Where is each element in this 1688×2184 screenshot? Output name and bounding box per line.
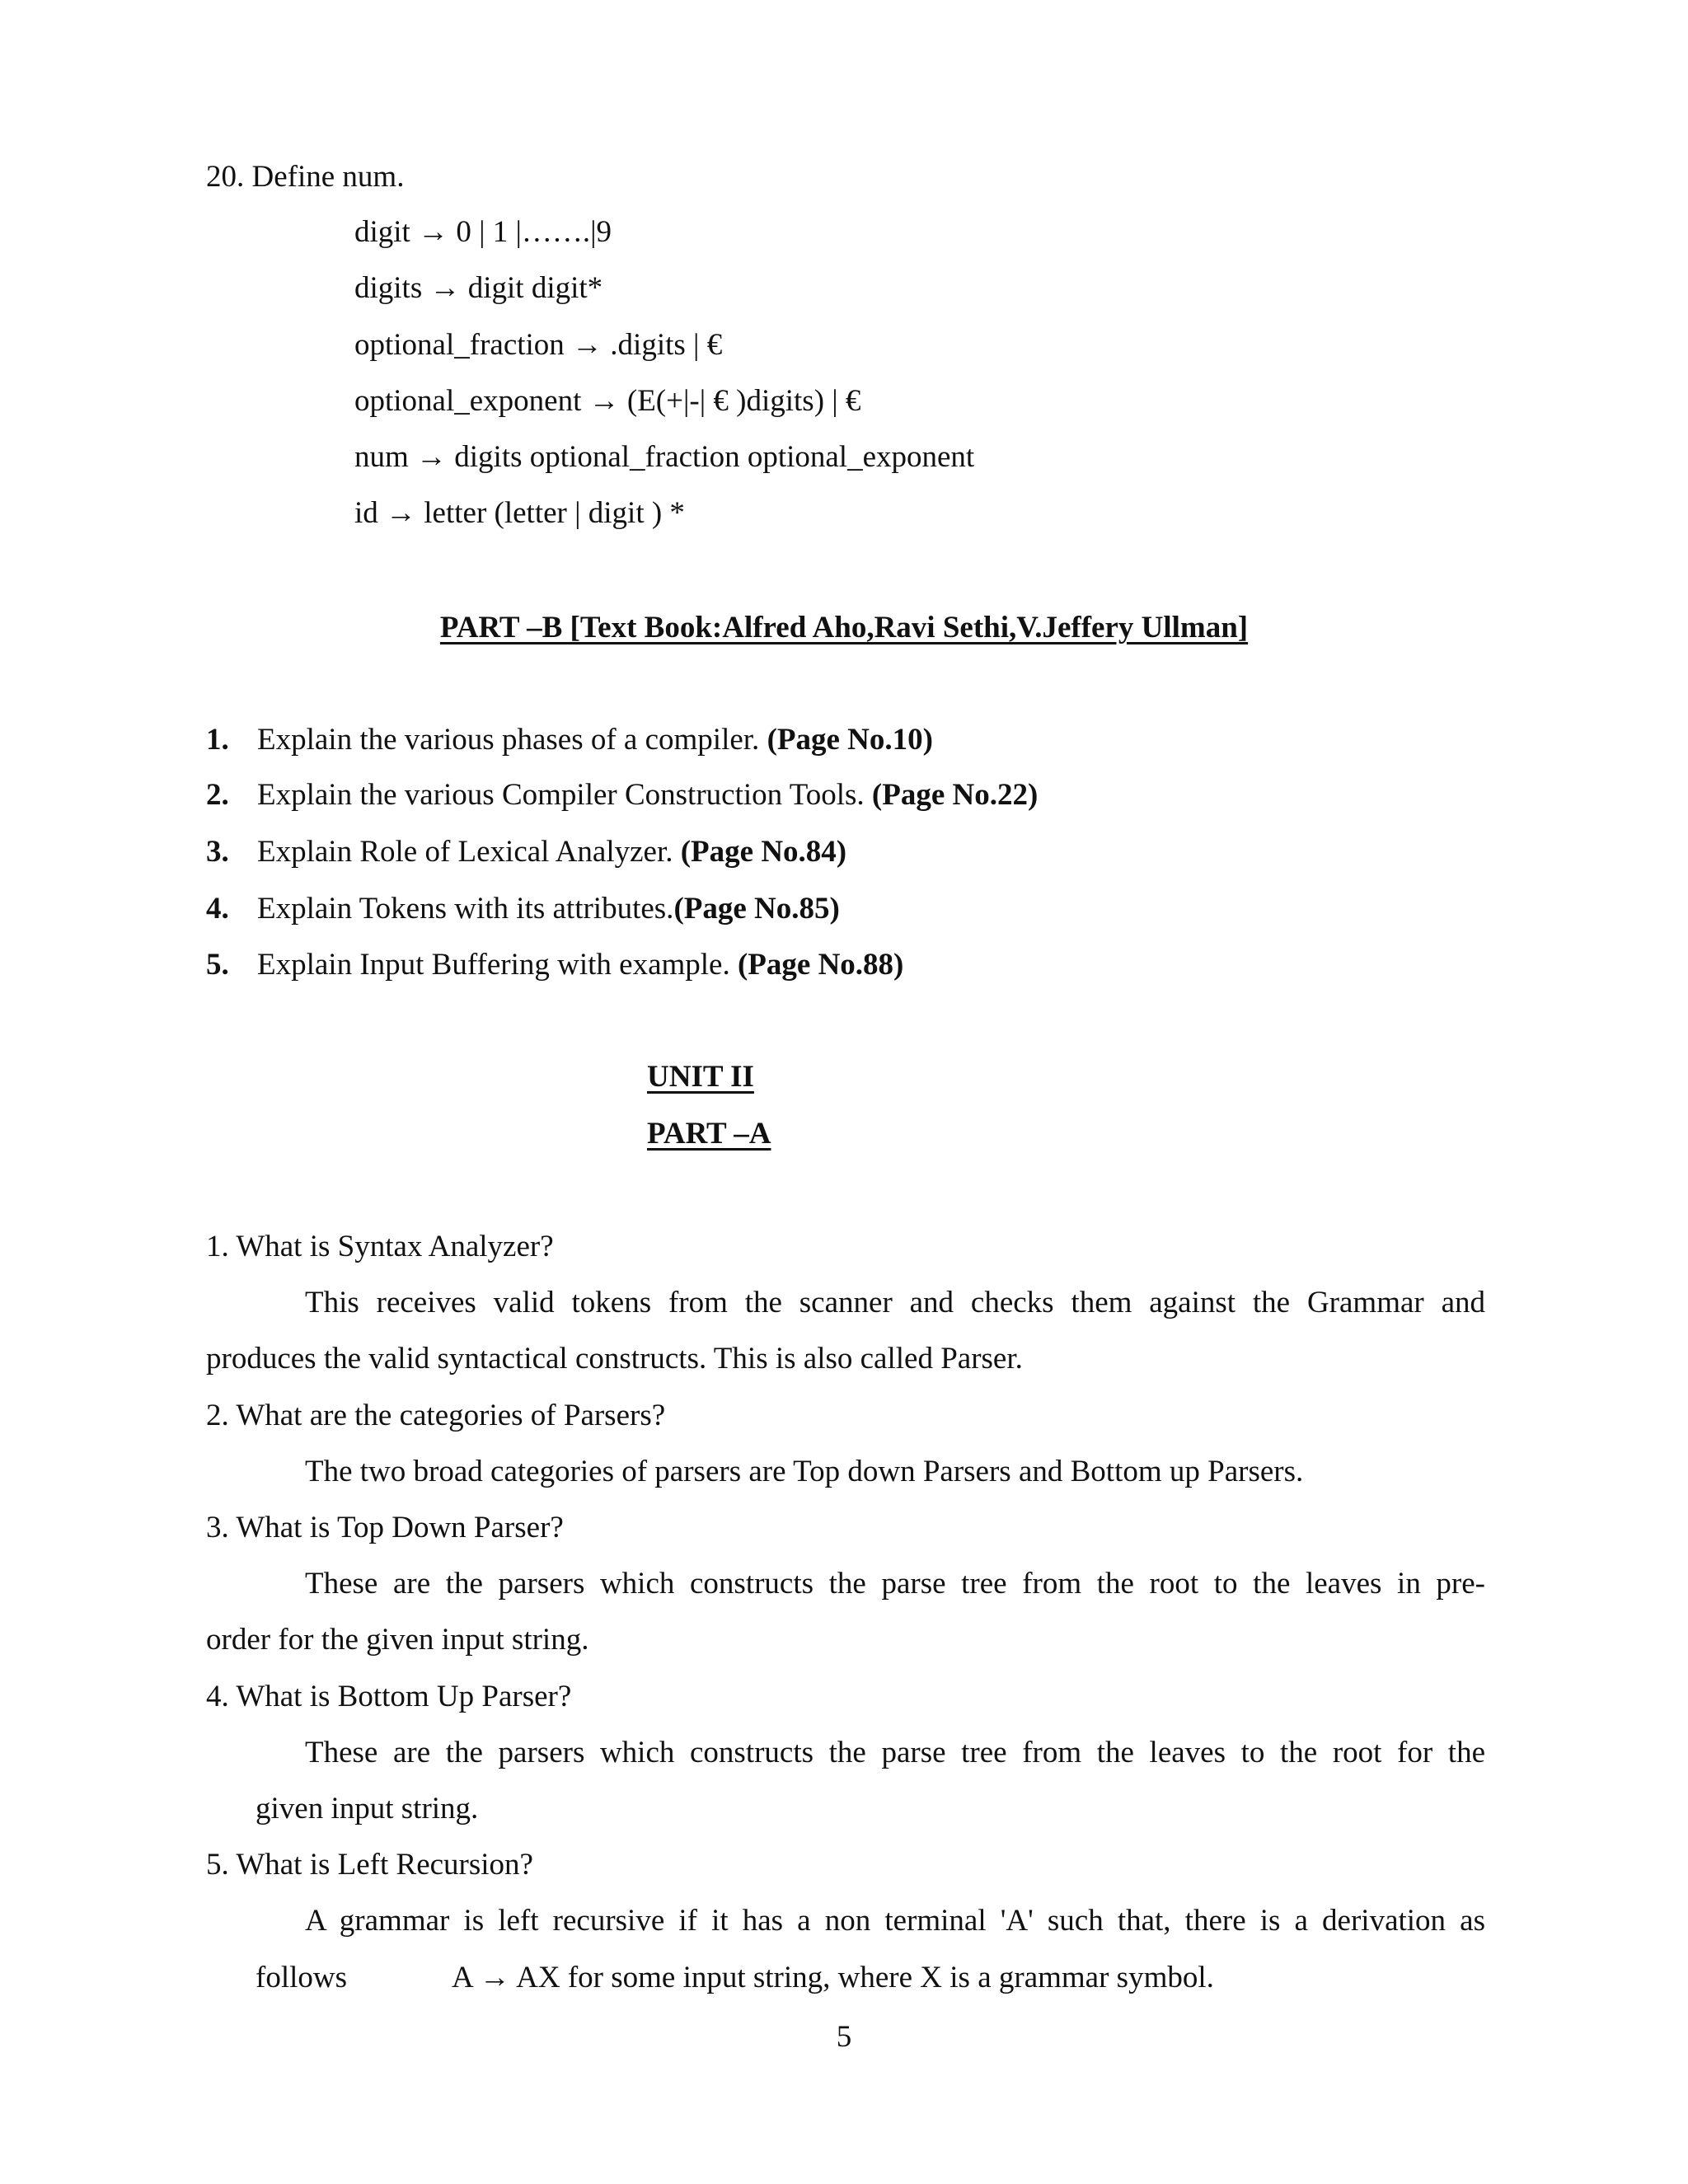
part-b-item-text: Explain Input Buffering with example. — [257, 948, 738, 982]
question-4: 4. What is Bottom Up Parser? — [206, 1680, 572, 1713]
part-b-item-page-ref: (Page No.85) — [673, 892, 840, 926]
answer-5-line-2-lead: follows — [256, 1961, 347, 1994]
grammar-line-optional-exponent: optional_exponent → (E(+|-| € )digits) | € — [354, 384, 861, 418]
grammar-line-optional-fraction: optional_fraction → .digits | € — [354, 328, 723, 362]
q20-title: 20. Define num. — [206, 160, 405, 194]
grammar-line-digits: digits → digit digit* — [354, 271, 603, 305]
part-a-heading: PART –A — [647, 1117, 771, 1151]
part-b-item-text: Explain Role of Lexical Analyzer. — [257, 835, 681, 869]
answer-3-line-2: order for the given input string. — [206, 1623, 589, 1657]
answer-2-line-1: The two broad categories of parsers are Top down Parsers and Bottom up Parsers. — [305, 1455, 1304, 1488]
answer-4-line-1: These are the parsers which constructs the parse tree from the leaves to the root for the — [305, 1736, 1485, 1769]
part-b-item — [206, 893, 840, 924]
answer-5-line-2-rest: A → AX for some input string, where X is a grammar symbol. — [452, 1961, 1214, 1994]
question-5: 5. What is Left Recursion? — [206, 1848, 533, 1882]
question-3: 3. What is Top Down Parser? — [206, 1511, 564, 1544]
answer-1-line-1: This receives valid tokens from the scanner and checks them against the Grammar and — [305, 1286, 1485, 1319]
question-2: 2. What are the categories of Parsers? — [206, 1399, 666, 1432]
question-1: 1. What is Syntax Analyzer? — [206, 1230, 554, 1263]
answer-5-line-1: A grammar is left recursive if it has a non terminal 'A' such that, there is a derivation as — [305, 1904, 1485, 1938]
part-b-item-number: 4. — [206, 892, 229, 926]
grammar-line-id: id → letter (letter | digit ) * — [354, 496, 685, 530]
answer-4-line-2: given input string. — [256, 1792, 479, 1825]
part-b-item — [206, 949, 903, 980]
part-b-item-text: Explain the various phases of a compiler. — [257, 723, 767, 757]
part-b-heading-text: PART –B [Text Book:Alfred Aho,Ravi Sethi,V.Jeffery Ullman] — [439, 611, 1249, 644]
grammar-line-digit: digit → 0 | 1 |…….|9 — [354, 215, 612, 249]
part-b-item-number: 2. — [206, 778, 229, 812]
part-b-item — [206, 724, 933, 755]
part-b-item-page-ref: (Page No.10) — [767, 723, 933, 757]
page-number: 5 — [836, 2020, 852, 2054]
part-b-item-page-ref: (Page No.88) — [737, 948, 904, 982]
part-b-heading — [0, 612, 1688, 643]
part-b-item-page-ref: (Page No.84) — [680, 835, 847, 869]
part-b-item-number: 3. — [206, 835, 229, 869]
unit-heading: UNIT II — [647, 1060, 754, 1094]
part-b-item-number: 5. — [206, 948, 229, 982]
part-b-item-page-ref: (Page No.22) — [871, 778, 1039, 812]
grammar-line-num: num → digits optional_fraction optional_exponent — [354, 440, 975, 474]
part-b-item-text: Explain Tokens with its attributes. — [257, 892, 674, 926]
answer-1-line-2: produces the valid syntactical constructs. This is also called Parser. — [206, 1342, 1023, 1376]
part-b-item-text: Explain the various Compiler Construction Tools. — [257, 778, 872, 812]
answer-3-line-1: These are the parsers which constructs the parse tree from the root to the leaves in pre- — [305, 1567, 1485, 1601]
part-b-item — [206, 837, 846, 867]
part-b-item-number: 1. — [206, 723, 229, 757]
part-b-item — [206, 780, 1038, 810]
